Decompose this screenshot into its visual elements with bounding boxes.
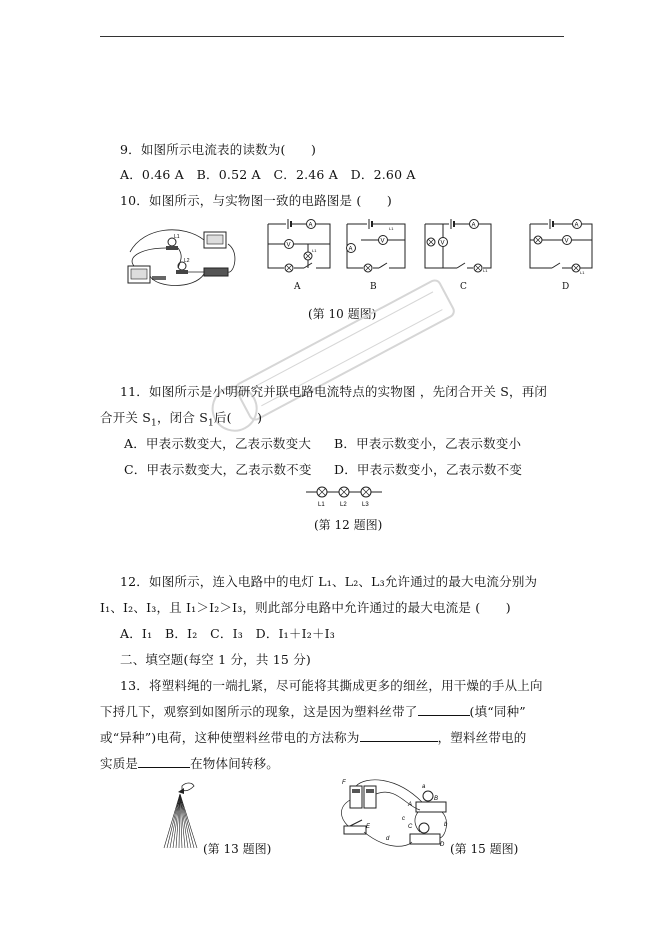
fig15-label-c-lower: c bbox=[402, 816, 405, 822]
q13-line2: 下捋几下，观察到如图所示的现象，这是因为塑料丝带了 (填“同种” bbox=[100, 704, 526, 719]
fig15-label-d-lower: d bbox=[386, 836, 390, 842]
fig15-label-a-lower: a bbox=[422, 784, 426, 790]
q10-circuit-a bbox=[266, 218, 332, 274]
fig12-label-l1: L1 bbox=[318, 502, 325, 508]
q11-line1: 11．如图所示是小明研究并联电路电流特点的实物图 ，先闭合开关 S，再闭 bbox=[120, 384, 548, 399]
q13-line1: 13．将塑料绳的一端扎紧，尽可能将其撕成更多的细丝，用干燥的手从上向 bbox=[120, 678, 543, 693]
fig15-label-b-lower: b bbox=[444, 822, 448, 828]
fig12-label-l3: L3 bbox=[362, 502, 369, 508]
q13-blank-2[interactable] bbox=[360, 729, 438, 742]
q13-line3: 或“异种”)电荷，这种使塑料丝带电的方法称为 ，塑料丝带电的 bbox=[100, 730, 527, 745]
fig15-label-a: A bbox=[408, 802, 413, 808]
svg-text:V: V bbox=[564, 238, 569, 245]
svg-text:A: A bbox=[308, 222, 313, 229]
q10-label-d: D bbox=[562, 282, 570, 292]
q13-blank-1[interactable] bbox=[418, 703, 470, 716]
q11-option-c: C．甲表示数变大，乙表示数不变 bbox=[124, 462, 312, 477]
fig13-plastic-strands bbox=[160, 780, 200, 852]
header-rule bbox=[100, 36, 564, 37]
q10-circuit-c bbox=[423, 218, 493, 274]
fig12-label-l2: L2 bbox=[340, 502, 347, 508]
fig12-lamps-series bbox=[304, 484, 384, 510]
section2-heading: 二、填空题(每空 1 分，共 15 分) bbox=[120, 652, 312, 667]
q10-label-b: B bbox=[370, 282, 377, 292]
q11-option-b: B．甲表示数变小，乙表示数变小 bbox=[334, 436, 522, 451]
svg-text:V: V bbox=[380, 238, 385, 245]
q11-option-d: D．甲表示数变小，乙表示数不变 bbox=[334, 462, 523, 477]
q11-option-a: A．甲表示数变大，乙表示数变大 bbox=[124, 436, 312, 451]
fig12-caption: (第 12 题图) bbox=[314, 518, 383, 532]
svg-text:L2: L2 bbox=[184, 258, 190, 264]
q12-options: A．I₁ B．I₂ C．I₃ D．I₁＋I₂＋I₃ bbox=[120, 626, 335, 641]
q12-line2: I₁、I₂、I₃，且 I₁＞I₂＞I₃，则此部分电路中允许通过的最大电流是 ( ) bbox=[100, 600, 511, 615]
fig15-label-e: E bbox=[366, 824, 371, 830]
q9-stem: 9．如图所示电流表的读数为( ) bbox=[120, 142, 317, 157]
svg-text:A: A bbox=[471, 222, 476, 229]
svg-text:V: V bbox=[286, 242, 291, 249]
q10-stem: 10．如图所示，与实物图一致的电路图是 ( ) bbox=[120, 193, 392, 208]
fig15-caption: (第 15 题图) bbox=[450, 842, 519, 856]
svg-text:L1: L1 bbox=[580, 270, 585, 275]
svg-text:L1: L1 bbox=[483, 268, 488, 273]
svg-text:A: A bbox=[574, 222, 579, 229]
fig15-label-c: C bbox=[408, 824, 413, 830]
q10-label-a: A bbox=[294, 282, 301, 292]
svg-text:V: V bbox=[440, 240, 445, 247]
svg-text:A: A bbox=[348, 246, 353, 253]
fig13-caption: (第 13 题图) bbox=[203, 842, 272, 856]
q11-line2: 合开关 $S_1$，闭合 $S_1$后( ) bbox=[100, 410, 263, 429]
q10-circuit-b bbox=[345, 218, 407, 274]
fig15-circuit-physical bbox=[336, 776, 452, 852]
q13-blank-3[interactable] bbox=[138, 755, 190, 768]
svg-text:L1: L1 bbox=[174, 234, 180, 240]
q9-options: A．0.46 A B．0.52 A C．2.46 A D．2.60 A bbox=[120, 167, 416, 182]
fig15-label-f: F bbox=[342, 780, 346, 786]
q10-physical-diagram bbox=[124, 222, 242, 292]
q13-line4: 实质是 在物体间转移。 bbox=[100, 756, 280, 771]
q10-circuit-d bbox=[528, 218, 594, 274]
q10-label-c: C bbox=[460, 282, 467, 292]
svg-text:L1: L1 bbox=[389, 226, 394, 231]
q12-line1: 12．如图所示，连入电路中的电灯 L₁、L₂、L₃允许通过的最大电流分别为 bbox=[120, 574, 538, 589]
q10-caption: (第 10 题图) bbox=[308, 307, 377, 321]
fig15-label-b: B bbox=[434, 796, 439, 802]
fig15-label-d: D bbox=[440, 842, 445, 848]
svg-text:L1: L1 bbox=[312, 248, 317, 253]
